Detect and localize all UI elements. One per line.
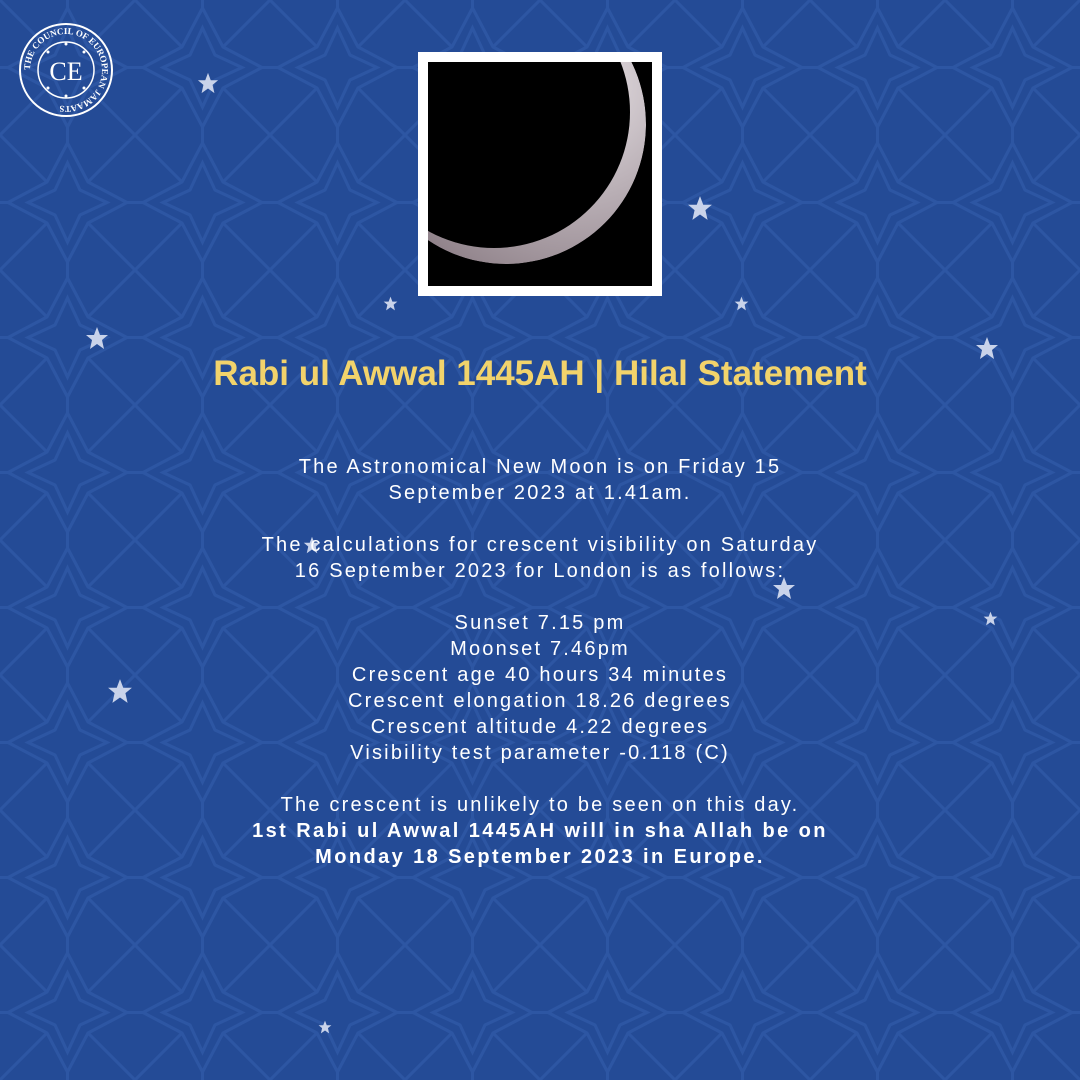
statement-body (140, 454, 940, 896)
visibility-parameter-text: Visibility test parameter -0.118 (C) (350, 742, 730, 764)
crescent-moon-image (428, 62, 652, 286)
star-icon (85, 326, 109, 350)
star-icon (107, 678, 133, 704)
sunset-text: Sunset 7.15 pm (454, 612, 626, 634)
page-title: Rabi ul Awwal 1445AH | Hilal Statement (213, 354, 867, 393)
star-icon (383, 296, 398, 311)
new-moon-paragraph (140, 454, 940, 506)
crescent-moon-icon (428, 62, 652, 286)
details-list (140, 610, 940, 766)
crescent-altitude-text: Crescent altitude 4.22 degrees (370, 716, 710, 738)
crescent-age-text: Crescent age 40 hours 34 minutes (351, 664, 729, 686)
calculation-paragraph (140, 532, 940, 584)
calc-line-2: 16 September 2023 for London is as follows: (294, 560, 786, 582)
logo-monogram: CE (49, 57, 83, 86)
intro-line-2: September 2023 at 1.41am. (388, 482, 692, 504)
announcement-line-2: Monday 18 September 2023 in Europe. (315, 846, 765, 868)
logo-emblem (18, 22, 114, 118)
announcement-line-1: 1st Rabi ul Awwal 1445AH will in sha Allah be on (252, 820, 828, 842)
conclusion-line: The crescent is unlikely to be seen on this day. (280, 794, 800, 816)
moon-image-frame (418, 52, 662, 296)
star-icon (318, 1020, 332, 1034)
intro-line-1: The Astronomical New Moon is on Friday 15 (298, 456, 782, 478)
crescent-elongation-text: Crescent elongation 18.26 degrees (348, 690, 732, 712)
calc-line-1: The calculations for crescent visibility on Saturday (261, 534, 819, 556)
star-icon (687, 195, 713, 221)
star-icon (197, 72, 219, 94)
logo-ring-text: THE COUNCIL OF EUROPEAN JAMAATS (21, 25, 111, 115)
star-icon (983, 611, 998, 626)
conclusion-paragraph (140, 792, 940, 870)
star-icon (734, 296, 749, 311)
moonset-text: Moonset 7.46pm (450, 638, 630, 660)
